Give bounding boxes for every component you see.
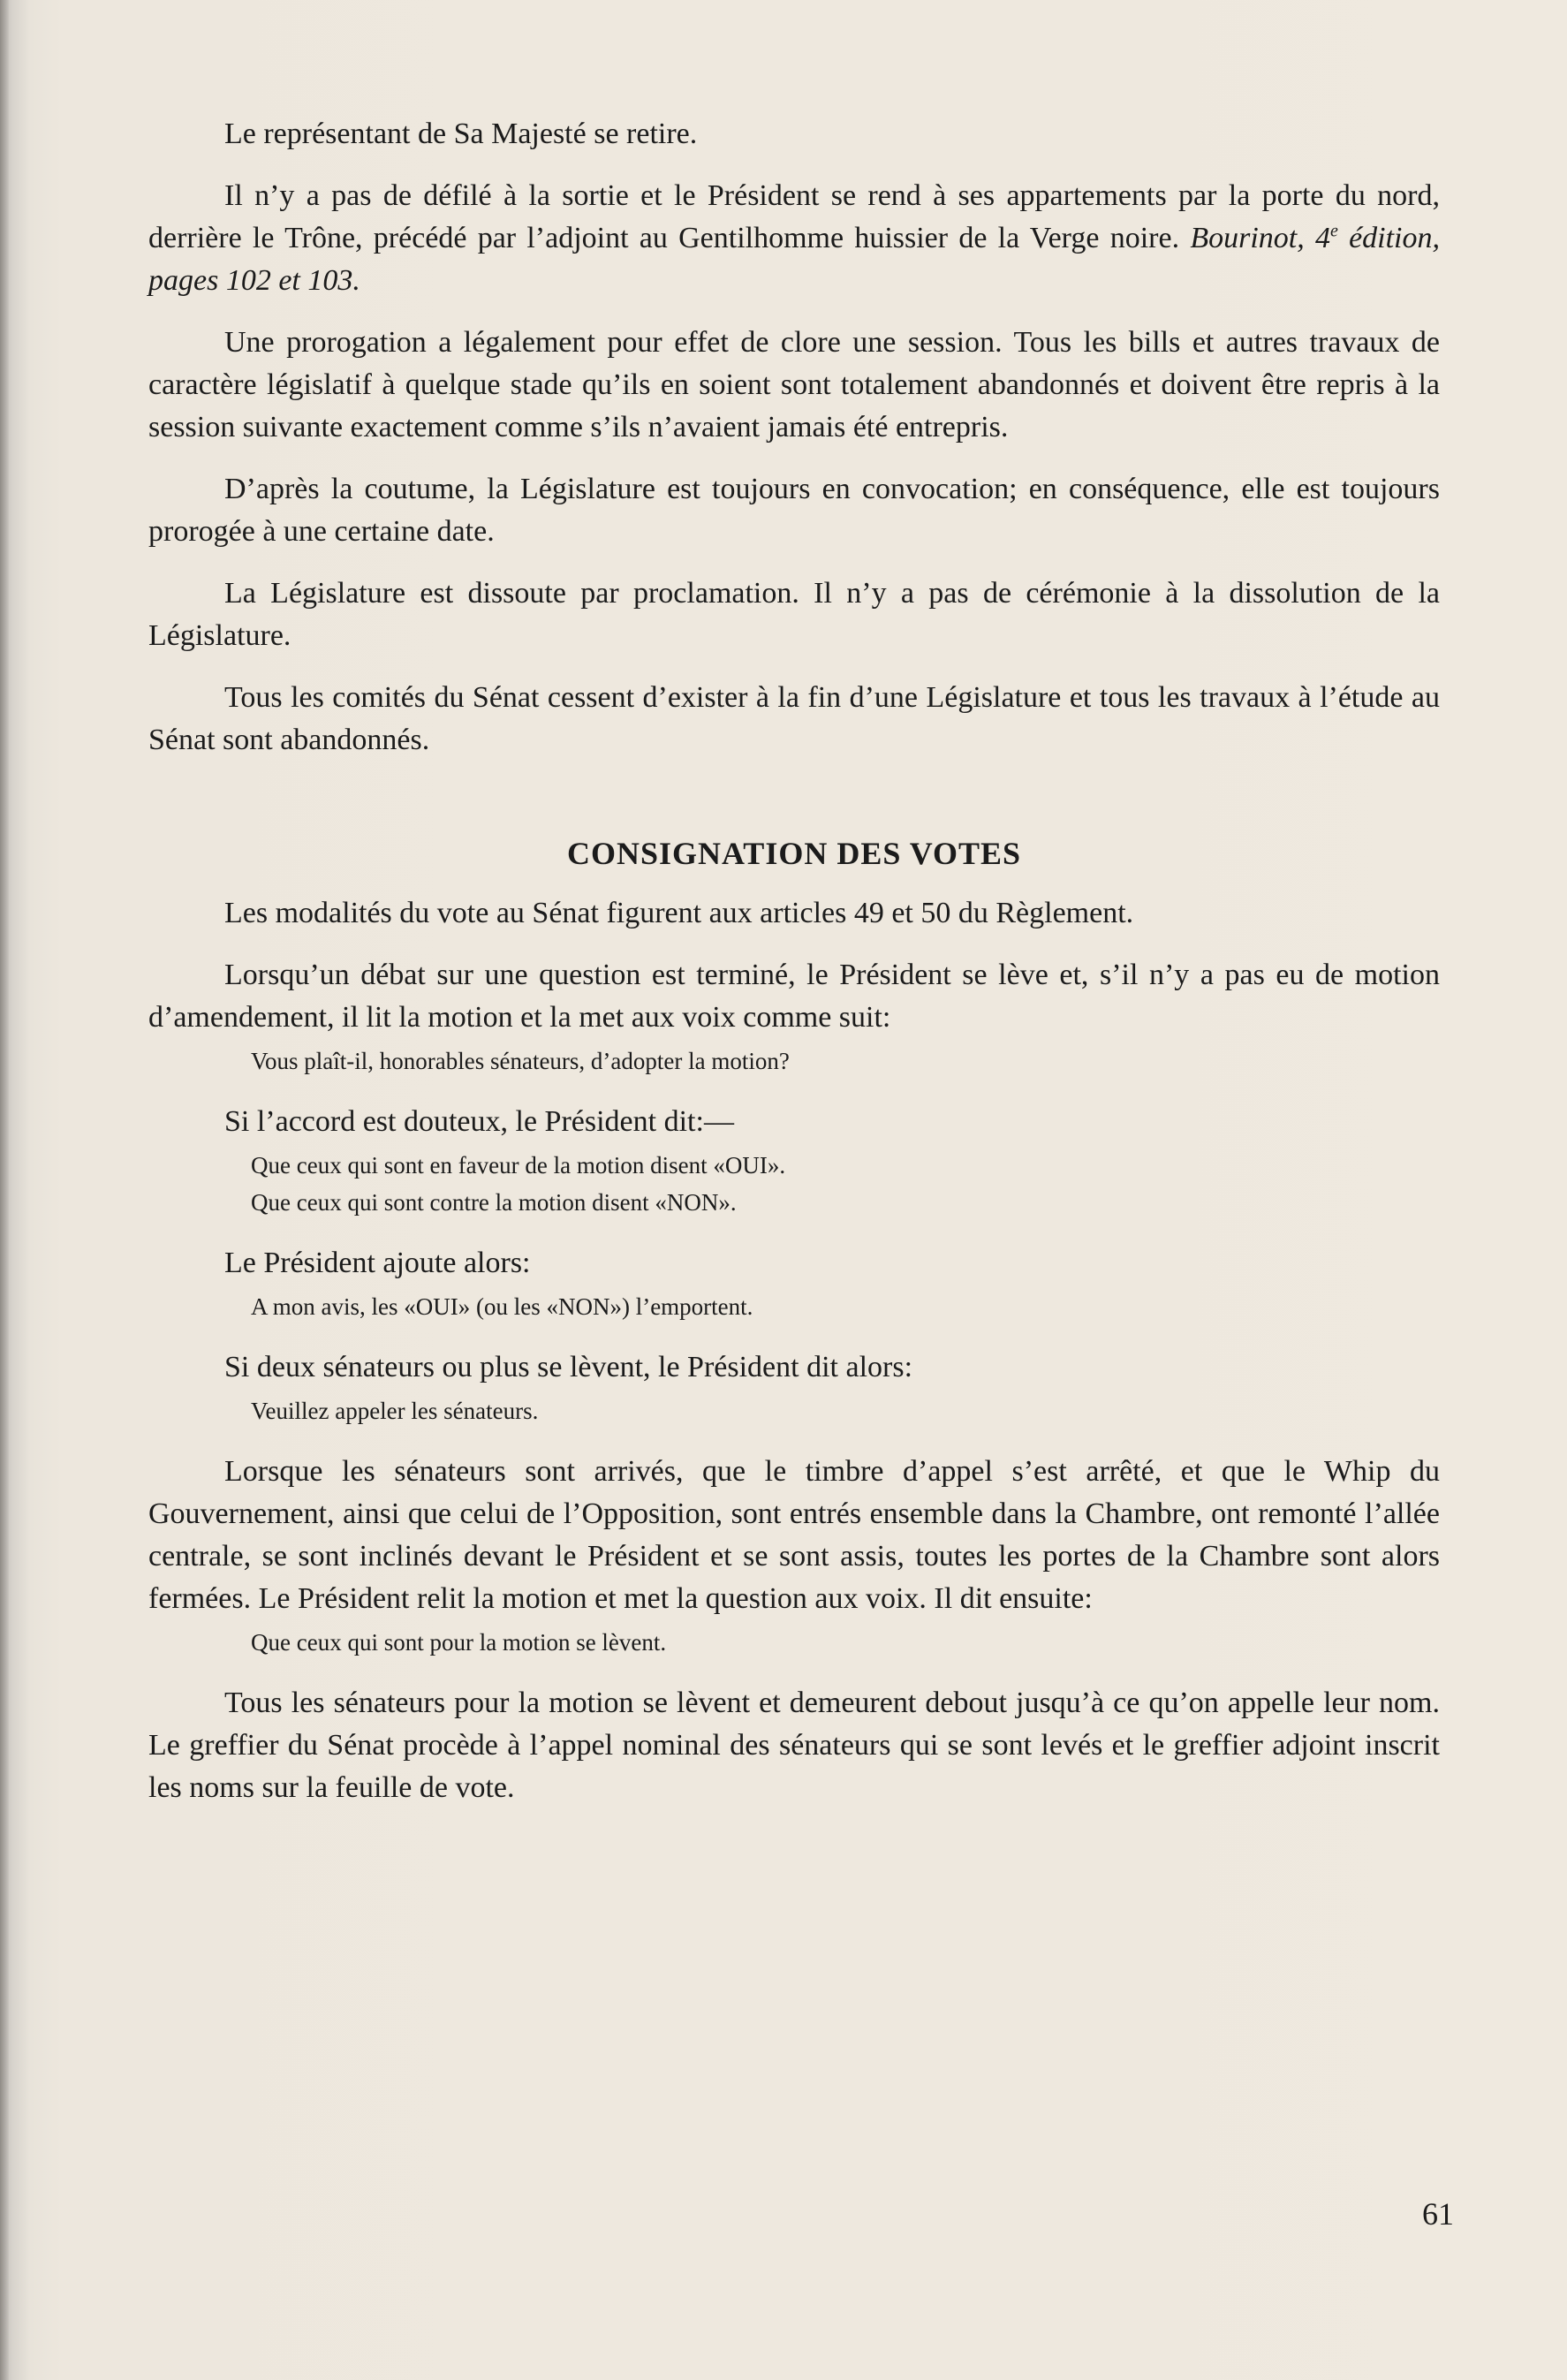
paragraph-custom: D’après la coutume, la Législature est toujours en convocation; en conséquence, elle est toujours prorogée à une certaine date. (148, 473, 1440, 548)
page-body (148, 113, 1440, 1809)
paragraph-dissolution: La Législature est dissoute par proclamation. Il n’y a pas de cérémonie à la dissolution de la Législature. (148, 577, 1440, 652)
bourinot-citation: Bourinot, 4e édition, pages 102 et 103. (148, 221, 1441, 297)
book-spine-shadow (0, 0, 9, 2380)
quote-call-senators: Veuillez appeler les sénateurs. (251, 1398, 539, 1424)
quote-block-4 (148, 1392, 1440, 1429)
quote-opinion: A mon avis, les «OUI» (ou les «NON») l’emportent. (251, 1293, 753, 1320)
paragraph-withdrawal: Le représentant de Sa Majesté se retire. (224, 117, 698, 150)
paragraph-procession (148, 175, 1440, 302)
paragraph-voting-rules: Les modalités du vote au Sénat figurent aux articles 49 et 50 du Règlement. (224, 897, 1134, 929)
quote-nays: Que ceux qui sont contre la motion disent «NON». (251, 1189, 737, 1216)
quote-rise: Que ceux qui sont pour la motion se lèvent. (251, 1629, 667, 1656)
quote-block-1 (148, 1042, 1440, 1080)
procession-text: Il n’y a pas de défilé à la sortie et le Président se rend à ses appartements par la porte du nord, derrière le Trône, précédé par l’adjoint au Gentilhomme huissier de la Verge noire. (148, 179, 1440, 254)
paragraph-prorogation: Une prorogation a légalement pour effet de clore une session. Tous les bills et autres travaux de caractère législatif à quelque stade qu’ils en soient sont totalement abandonnés et doivent être repris à la session suivante exactement comme s’ils n’avaient jamais été entrepris. (148, 326, 1440, 443)
quote-block-2 (148, 1147, 1440, 1221)
quote-block-5 (148, 1624, 1440, 1661)
paragraph-roll-call: Tous les sénateurs pour la motion se lèvent et demeurent debout jusqu’à ce qu’on appelle leur nom. Le greffier du Sénat procède à l’appel nominal des sénateurs qui se sont levés et le greffier adjoint inscrit les noms sur la feuille de vote. (148, 1686, 1440, 1804)
page-number: 61 (1422, 2196, 1454, 2232)
paragraph-committees: Tous les comités du Sénat cessent d’exister à la fin d’une Législature et tous les travaux à l’étude au Sénat sont abandonnés. (148, 681, 1440, 756)
quote-yeas: Que ceux qui sont en faveur de la motion disent «OUI». (251, 1152, 786, 1179)
quote-adopt-motion: Vous plaît-il, honorables sénateurs, d’adopter la motion? (251, 1048, 790, 1074)
paragraph-senators-arrived: Lorsque les sénateurs sont arrivés, que le timbre d’appel s’est arrêté, et que le Whip du Gouvernement, ainsi que celui de l’Opposition, sont entrés ensemble dans la Chambre, ont remonté l’allée centrale, se sont inclinés devant le Président et se sont assis, toutes les portes de la Chambre sont alors fermées. Le Président relit la motion et met la question aux voix. Il dit ensuite: (148, 1455, 1440, 1615)
paragraph-two-senators: Si deux sénateurs ou plus se lèvent, le Président dit alors: (224, 1351, 913, 1383)
section-heading: CONSIGNATION DES VOTES (566, 836, 1022, 871)
paragraph-debate-ended: Lorsqu’un débat sur une question est terminé, le Président se lève et, s’il n’y a pas eu de motion d’amendement, il lit la motion et la met aux voix comme suit: (148, 959, 1440, 1034)
paragraph-doubtful: Si l’accord est douteux, le Président dit:— (224, 1105, 734, 1138)
quote-block-3 (148, 1288, 1440, 1325)
paragraph-president-adds: Le Président ajoute alors: (224, 1247, 531, 1279)
